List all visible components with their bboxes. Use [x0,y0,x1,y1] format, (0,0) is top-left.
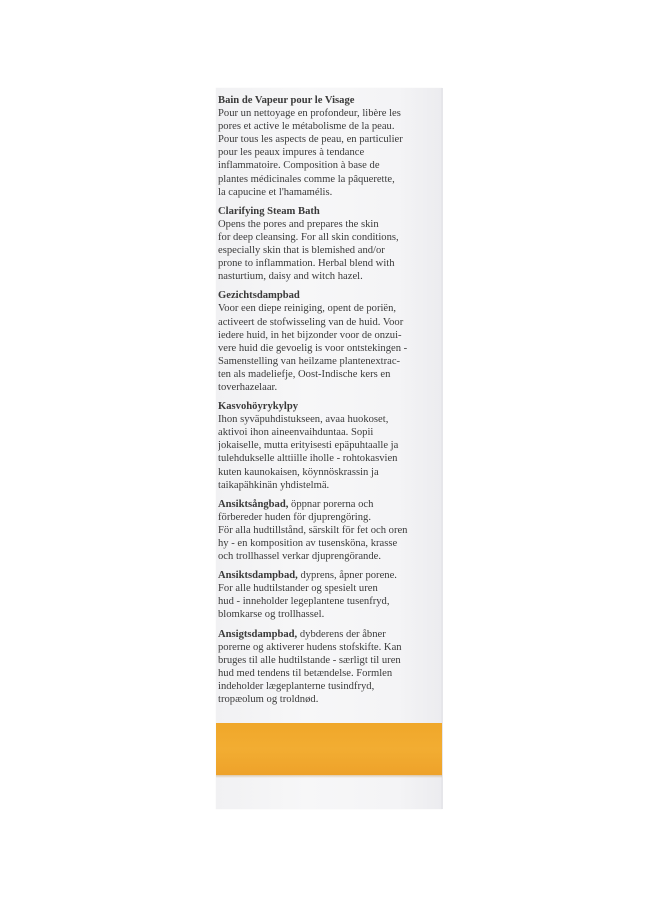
text-line: bruges til alle hudtilstande - særligt til uren [218,654,401,666]
section-norwegian [218,569,438,621]
text-line: och trollhassel verkar djuprengörande. [218,551,381,563]
text-line: jokaiselle, mutta erityisesti epäpuhtaalle ja [218,440,399,452]
section-dutch [218,289,438,394]
text-line: Pour tous les aspects de peau, en particulier [218,134,403,146]
text-line: hy - en komposition av tusensköna, krasse [218,538,398,549]
text-line: for deep cleansing. For all skin conditions, [218,231,399,243]
text-line: hud - inneholder legeplantene tusenfryd, [218,596,390,608]
text-line: activeert de stofwisseling van de huid. Voor [218,316,404,328]
text-line-with-heading [218,628,438,641]
text-line: taikapähkinän yhdistelmä. [218,479,330,491]
section-heading: Kasvohöyrykylpy [218,401,299,413]
text-line: tulehdukselle alttiille iholle - rohtokasvien [218,453,398,465]
text-line: indeholder lægeplanterne tusindfryd, [218,680,375,692]
text-line: porerne og aktiverer hudens stofskifte. Kan [218,641,402,653]
section-swedish [218,498,438,563]
text-line: hud med tendens til betændelse. Formlen [218,667,393,679]
orange-accent-band [216,723,442,775]
text-line: Pour un nettoyage en profondeur, libère les [218,108,401,120]
text-line: toverhazelaar. [218,381,278,393]
text-line: prone to inflammation. Herbal blend with [218,258,395,270]
section-heading: Bain de Vapeur pour le Visage [218,95,355,106]
section-danish [218,628,438,707]
text-line: För alla hudtillstånd, särskilt för fet och oren [218,524,408,536]
text-line-with-heading [218,498,438,511]
section-heading: Ansiktsdampbad, [218,570,298,582]
section-finnish [218,400,438,492]
text-fragment: dybderens der åbner [297,628,386,640]
text-line: la capucine et l'hamamélis. [218,186,333,198]
section-english [218,205,438,284]
text-line: For alle hudtilstander og spesielt uren [218,583,378,595]
section-french [218,94,438,199]
text-line: kuten kaunokaisen, köynnöskrassin ja [218,466,379,478]
text-line: vere huid die gevoelig is voor ontstekingen - [218,342,408,354]
text-line: nasturtium, daisy and witch hazel. [218,271,363,283]
text-fragment: öppnar porerna och [288,498,374,510]
text-line: Opens the pores and prepares the skin [218,218,379,230]
section-heading: Ansigtsdampbad, [218,628,298,640]
text-line-with-heading [218,569,438,582]
text-line: iedere huid, in het bijzonder voor de onzui- [218,329,402,341]
text-line: pour les peaux impures à tendance [218,147,365,159]
product-box-edge [441,88,443,809]
text-line: Ihon syväpuhdistukseen, avaa huokoset, [218,414,389,426]
text-line: tropæolum og troldnød. [218,694,319,706]
section-heading: Ansiktsångbad, [218,498,289,510]
text-line: blomkarse og trollhassel. [218,609,325,621]
band-shadow [216,775,442,778]
text-line: Voor een diepe reiniging, opent de poriën, [218,303,397,315]
text-line: especially skin that is blemished and/or [218,245,385,257]
text-line: Samenstelling van heilzame plantenextrac- [218,355,401,367]
text-line: inflammatoire. Composition à base de [218,160,380,172]
section-heading: Gezichtsdampbad [218,290,300,302]
section-heading: Clarifying Steam Bath [218,205,320,217]
text-line: pores et active le métabolisme de la peau. [218,121,395,133]
text-line: aktivoi ihon aineenvaihduntaa. Sopii [218,427,374,439]
text-fragment: dyprens, åpner porene. [297,570,397,582]
text-line: förbereder huden för djuprengöring. [218,511,371,523]
text-line: ten als madeliefje, Oost-Indische kers en [218,368,391,380]
ingredients-text-column [218,94,438,712]
text-line: plantes médicinales comme la pâquerette, [218,173,395,185]
